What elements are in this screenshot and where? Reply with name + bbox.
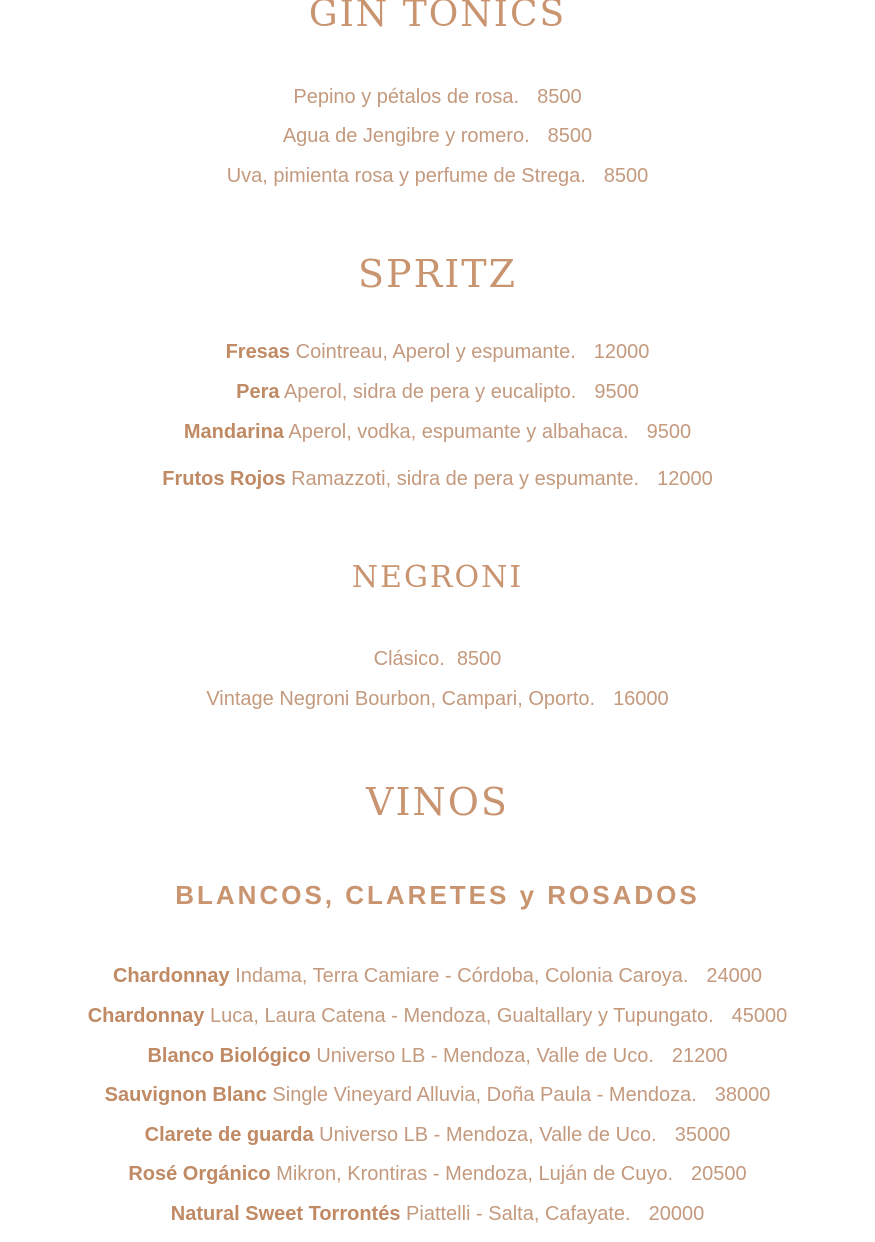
menu-item	[0, 125, 875, 148]
item-price: 20000	[648, 1203, 705, 1225]
menu-item	[0, 1163, 875, 1186]
item-description: Ramazzoti, sidra de pera y espumante.	[291, 468, 640, 490]
item-price: 45000	[731, 1005, 788, 1027]
item-name: Chardonnay	[87, 1005, 205, 1027]
item-price: 9500	[646, 421, 692, 443]
item-description: Aperol, sidra de pera y eucalipto.	[283, 381, 577, 403]
item-price: 8500	[603, 165, 649, 187]
item-price: 38000	[714, 1084, 771, 1106]
item-description: Indama, Terra Camiare - Córdoba, Colonia Caroya.	[235, 965, 689, 987]
item-description: Vintage Negroni Bourbon, Campari, Oporto.	[206, 688, 596, 710]
menu-item	[0, 688, 875, 711]
item-name: Rosé Orgánico	[128, 1163, 271, 1185]
item-name: Chardonnay	[112, 965, 230, 987]
menu-item	[0, 965, 875, 988]
item-price: 20500	[691, 1163, 747, 1185]
item-price: 16000	[613, 688, 669, 710]
section-title-spritz: SPRITZ	[358, 252, 517, 296]
menu-item	[0, 341, 875, 364]
item-name: Mandarina	[183, 421, 284, 443]
item-price: 8500	[456, 648, 502, 670]
item-description: Clásico.	[373, 648, 445, 670]
item-description: Luca, Laura Catena - Mendoza, Gualtallary y Tupungato.	[209, 1005, 714, 1027]
menu-item	[0, 165, 875, 188]
item-price: 21200	[671, 1045, 728, 1067]
item-price: 8500	[537, 86, 582, 108]
item-name: Sauvignon Blanc	[104, 1084, 267, 1106]
menu-item	[0, 648, 875, 671]
item-name: Pera	[236, 381, 280, 403]
menu-item	[0, 1045, 875, 1068]
item-description: Single Vineyard Alluvia, Doña Paula - Mendoza.	[272, 1084, 697, 1106]
menu-item	[0, 86, 875, 109]
item-description: Cointreau, Aperol y espumante.	[295, 341, 576, 363]
menu-item	[0, 1203, 875, 1226]
item-price: 35000	[674, 1124, 731, 1146]
item-description: Universo LB - Mendoza, Valle de Uco.	[316, 1045, 654, 1067]
section-title-vinos: VINOS	[366, 780, 509, 824]
item-description: Aperol, vodka, espumante y albahaca.	[288, 421, 629, 443]
menu-item	[0, 421, 875, 444]
section-title-gin-tonics: GIN TONICS	[308, 0, 567, 35]
menu-item	[0, 1084, 875, 1107]
item-description: Uva, pimienta rosa y perfume de Strega.	[226, 165, 586, 187]
item-price: 12000	[657, 468, 713, 490]
item-description: Pepino y pétalos de rosa.	[293, 86, 520, 108]
item-price: 12000	[593, 341, 650, 363]
item-name: Blanco Biológico	[147, 1045, 311, 1067]
item-description: Universo LB - Mendoza, Valle de Uco.	[319, 1124, 657, 1146]
item-name: Frutos Rojos	[162, 468, 286, 490]
item-name: Fresas	[225, 341, 291, 363]
item-name: Clarete de guarda	[144, 1124, 314, 1146]
section-title-negroni: NEGRONI	[351, 560, 524, 595]
item-name: Natural Sweet Torrontés	[170, 1203, 401, 1225]
item-description: Mikron, Krontiras - Mendoza, Luján de Cuyo.	[276, 1163, 674, 1185]
item-description: Piattelli - Salta, Cafayate.	[406, 1203, 631, 1225]
item-description: Agua de Jengibre y romero.	[282, 125, 530, 147]
menu-item	[0, 1005, 875, 1028]
item-price: 9500	[594, 381, 639, 403]
subsection-title-blancos: BLANCOS, CLARETES y ROSADOS	[175, 880, 700, 910]
menu-item	[0, 381, 875, 404]
item-price: 24000	[706, 965, 763, 987]
menu-item	[0, 1124, 875, 1147]
item-price: 8500	[547, 125, 593, 147]
menu-item	[0, 468, 875, 491]
